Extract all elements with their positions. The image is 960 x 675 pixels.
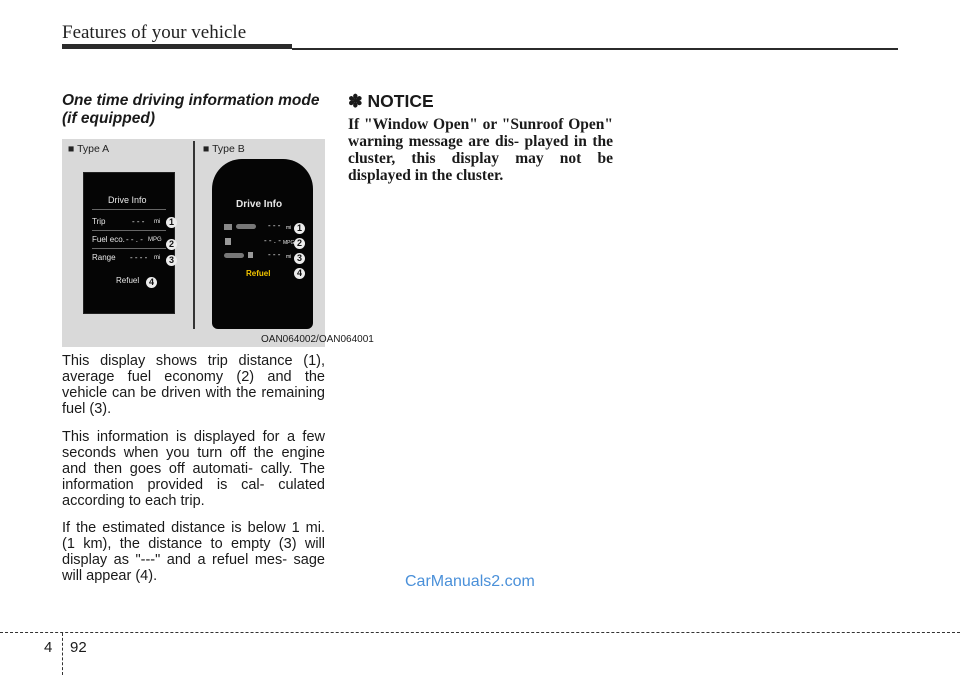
screen-a-range-unit: mi	[154, 255, 161, 261]
footer-divider	[62, 633, 63, 675]
section-title: Features of your vehicle	[62, 22, 247, 43]
screen-a-fuel-value: - - . -	[126, 235, 143, 244]
callout-3: 3	[294, 253, 305, 264]
type-a-screen	[83, 172, 175, 314]
header-rule-thick	[62, 44, 292, 49]
callout-1: 1	[166, 217, 177, 228]
screen-b-title: Drive Info	[236, 199, 283, 210]
screen-b-fuel-unit: MPG	[283, 240, 295, 246]
callout-1: 1	[294, 223, 305, 234]
header-rule-thin	[292, 48, 898, 50]
trip-icon	[224, 224, 232, 230]
page-section-number: 4	[44, 639, 53, 656]
footer-rule	[0, 632, 960, 633]
screen-a-range-value: - - - -	[130, 253, 148, 262]
watermark-link[interactable]: CarManuals2.com	[405, 573, 535, 590]
type-b-screen	[212, 159, 313, 329]
notice-heading: ✽ NOTICE	[348, 91, 434, 111]
screen-b-trip-value: - - -	[268, 221, 281, 230]
screen-a-separator	[92, 248, 166, 249]
cluster-figure	[62, 139, 374, 347]
fuel-pump-icon	[248, 252, 253, 258]
callout-2: 2	[166, 239, 177, 250]
screen-a-title: Drive Info	[108, 195, 147, 205]
page-number: 92	[70, 639, 87, 656]
screen-a-trip-label: Trip	[92, 217, 106, 226]
subheading: One time driving information mode (if equipped)	[62, 92, 320, 127]
screen-b-range-unit: mi	[286, 254, 292, 260]
screen-a-separator	[92, 209, 166, 210]
screen-b-refuel: Refuel	[246, 269, 271, 278]
screen-a-trip-unit: mi	[154, 219, 161, 225]
fuel-pump-icon	[225, 238, 231, 245]
notice-body: If "Window Open" or "Sunroof Open" warning message are dis- played in the cluster, this display may not be displayed in the cluster.	[348, 116, 613, 184]
paragraph-refuel: If the estimated distance is below 1 mi. (1 km), the distance to empty (3) will display as "---" and a refuel mes- sage will appear (4).	[62, 520, 325, 584]
callout-4: 4	[146, 277, 157, 288]
paragraph-trip-info: This display shows trip distance (1), average fuel economy (2) and the vehicle can be driven with the remaining fuel (3).	[62, 353, 325, 417]
screen-b-fuel-value: - - . -	[264, 236, 281, 245]
type-b-label: ■ Type B	[203, 143, 245, 155]
screen-a-separator	[92, 230, 166, 231]
callout-4: 4	[294, 268, 305, 279]
screen-a-refuel: Refuel	[116, 276, 140, 285]
callout-2: 2	[294, 238, 305, 249]
paragraph-display-timing: This information is displayed for a few seconds when you turn off the engine and then goes off automati- cally. The information provided is cal- culated according to each trip.	[62, 429, 325, 509]
car-icon	[236, 224, 256, 229]
type-a-label: ■ Type A	[68, 143, 110, 155]
screen-a-trip-value: - - -	[132, 217, 145, 226]
screen-a-range-label: Range	[92, 253, 116, 262]
screen-b-trip-unit: mi	[286, 225, 292, 231]
screen-a-fuel-label: Fuel eco.	[92, 235, 125, 244]
screen-b-range-value: - - -	[268, 250, 281, 259]
callout-3: 3	[166, 255, 177, 266]
figure-code: OAN064002/OAN064001	[261, 334, 374, 345]
car-icon	[224, 253, 244, 258]
screen-a-fuel-unit: MPG	[148, 237, 162, 243]
figure-divider	[193, 141, 195, 329]
